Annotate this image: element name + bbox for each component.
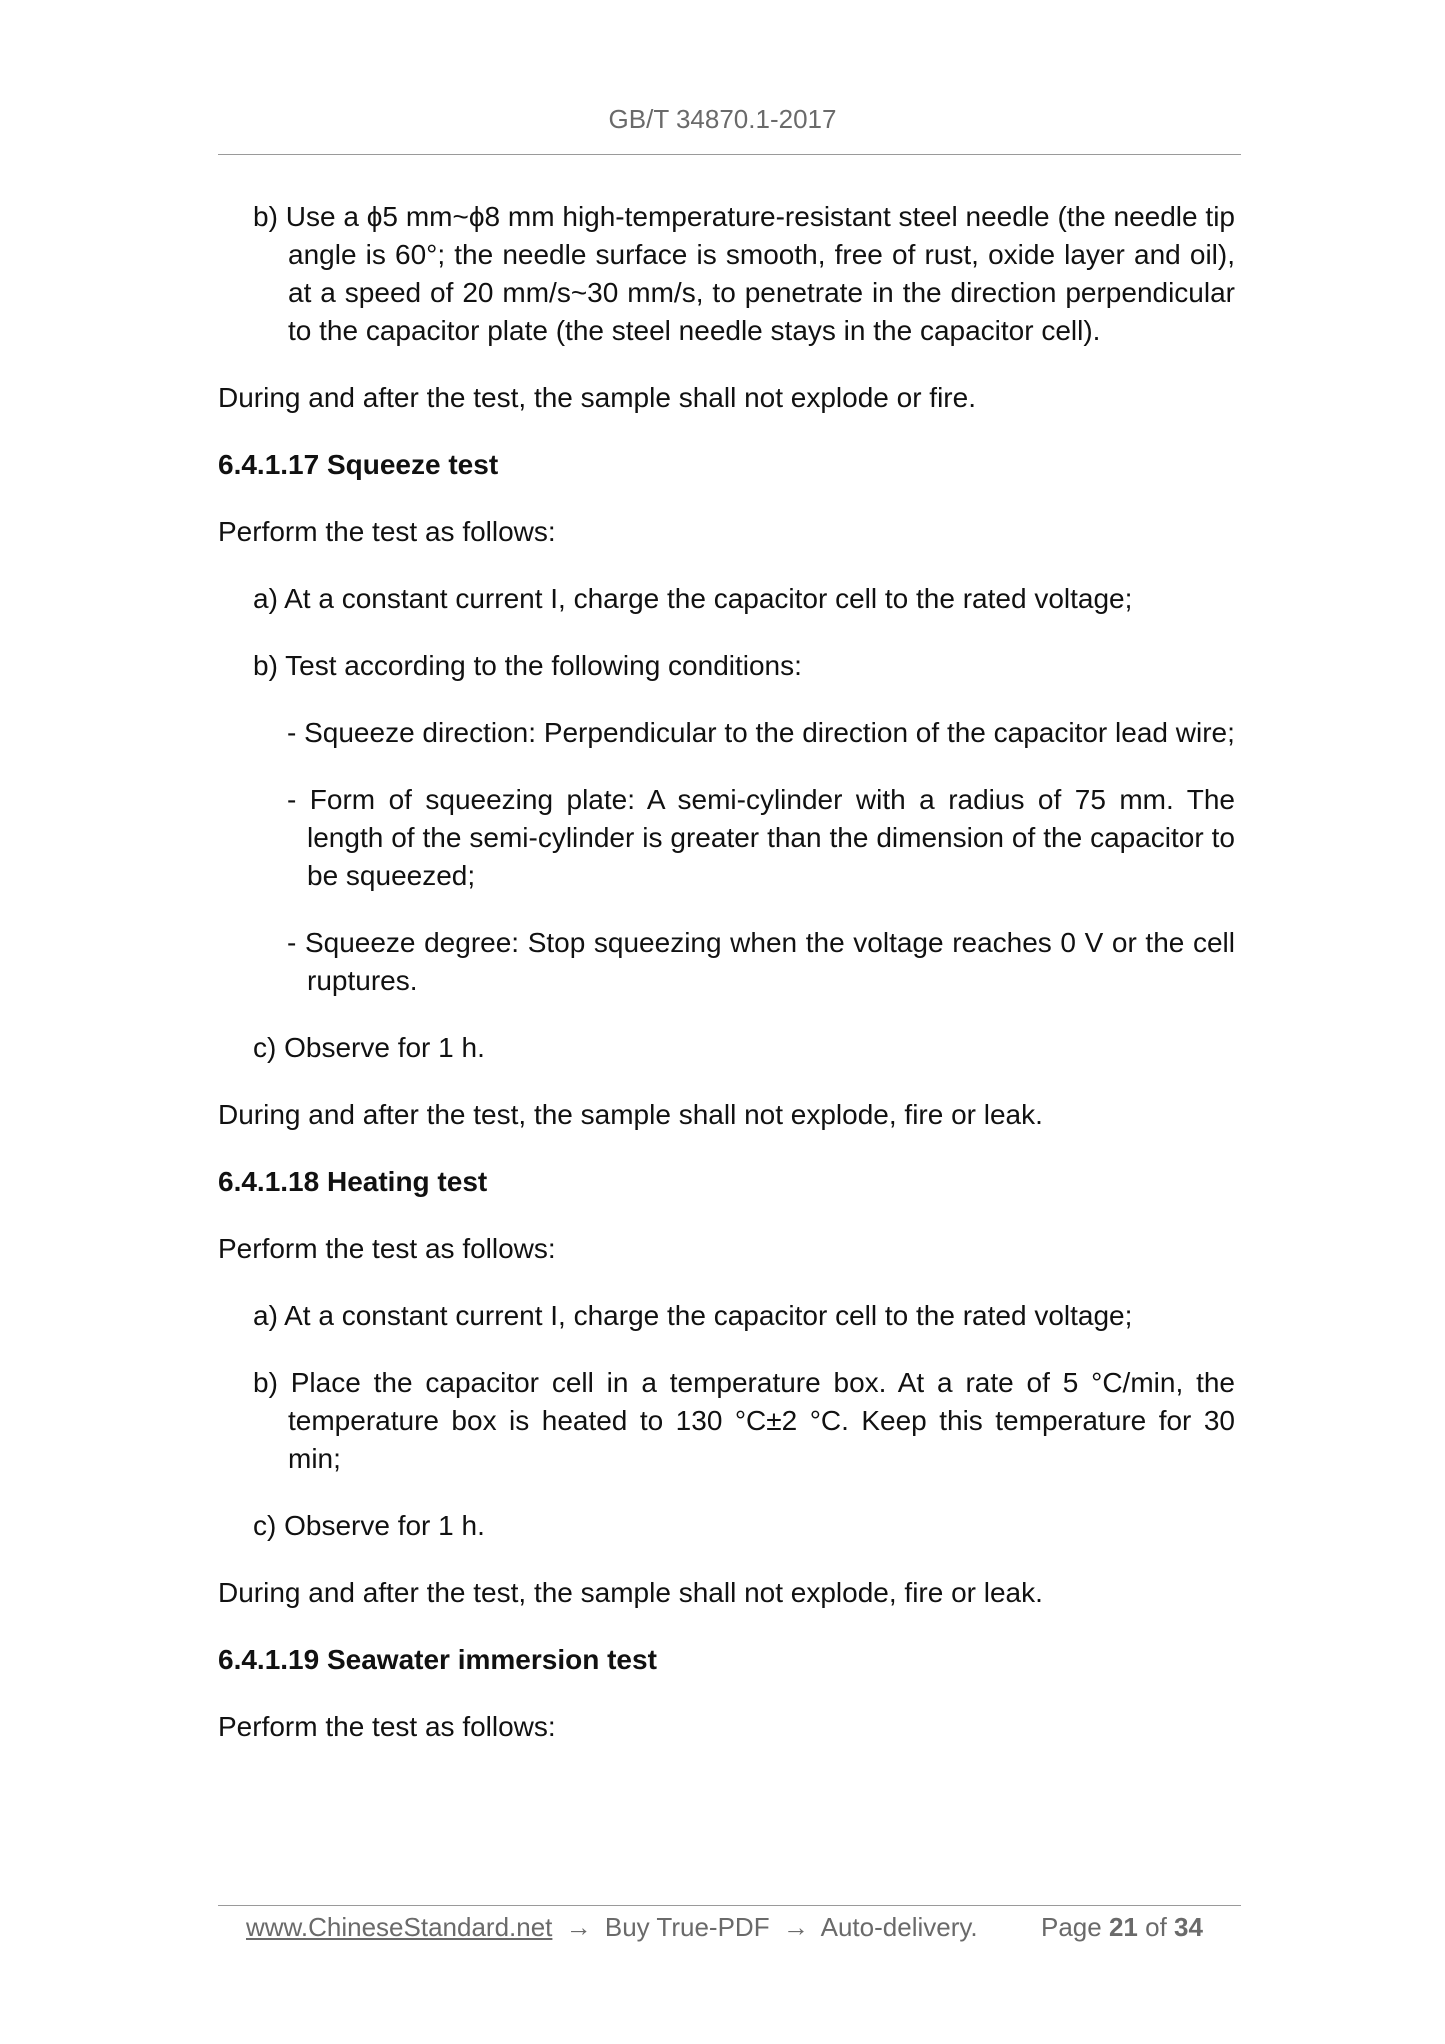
buy-true-pdf-text: Buy True-PDF xyxy=(604,1912,770,1942)
squeeze-test-item-b: b) Test according to the following conditions: xyxy=(253,650,802,681)
heating-test-item-b: b) Place the capacitor cell in a temperature box. At a rate of 5 °C/min, the temperature box is heated to 130 °C±2 °C. Keep this temperature for 30 min; xyxy=(253,1367,1235,1474)
squeeze-test-item-c: c) Observe for 1 h. xyxy=(253,1032,485,1063)
heating-test-intro: Perform the test as follows: xyxy=(218,1233,556,1264)
page-number xyxy=(1041,1912,1203,1943)
squeeze-condition-direction: - Squeeze direction: Perpendicular to the direction of the capacitor lead wire; xyxy=(287,717,1235,748)
needle-test-requirement: During and after the test, the sample shall not explode or fire. xyxy=(218,382,976,413)
squeeze-condition-degree: - Squeeze degree: Stop squeezing when the voltage reaches 0 V or the cell ruptures. xyxy=(287,927,1235,996)
page-body xyxy=(218,198,1235,1775)
arrow-right-icon: → xyxy=(782,1912,809,1942)
arrow-right-icon: → xyxy=(565,1912,592,1942)
squeeze-test-item-a: a) At a constant current I, charge the capacitor cell to the rated voltage; xyxy=(253,583,1133,614)
heating-test-item-c: c) Observe for 1 h. xyxy=(253,1510,485,1541)
heating-test-item-a: a) At a constant current I, charge the capacitor cell to the rated voltage; xyxy=(253,1300,1133,1331)
footer-divider xyxy=(218,1905,1241,1906)
squeeze-condition-plate-form: - Form of squeezing plate: A semi-cylinder with a radius of 75 mm. The length of the semi-cylinder is greater than the dimension of the capacitor to be squeezed; xyxy=(287,784,1235,891)
section-heading-seawater-immersion-test: 6.4.1.19 Seawater immersion test xyxy=(218,1644,657,1675)
total-page-count: 34 xyxy=(1174,1912,1203,1942)
needle-test-item-b: b) Use a ϕ5 mm~ϕ8 mm high-temperature-resistant steel needle (the needle tip angle is 60°; the needle surface is smooth, free of rust, oxide layer and oil), at a speed of 20 mm/s~30 mm/s, to penetrate in the direction perpendicular to the capacitor plate (the steel needle stays in the capacitor cell). xyxy=(253,201,1235,346)
page-label: Page xyxy=(1041,1912,1102,1942)
seawater-test-intro: Perform the test as follows: xyxy=(218,1711,556,1742)
section-heading-heating-test: 6.4.1.18 Heating test xyxy=(218,1166,488,1197)
footer-promo xyxy=(246,1912,978,1943)
auto-delivery-text: Auto-delivery. xyxy=(820,1912,978,1942)
heating-test-requirement: During and after the test, the sample shall not explode, fire or leak. xyxy=(218,1577,1043,1608)
of-label: of xyxy=(1145,1912,1167,1942)
squeeze-test-requirement: During and after the test, the sample shall not explode, fire or leak. xyxy=(218,1099,1043,1130)
section-heading-squeeze-test: 6.4.1.17 Squeeze test xyxy=(218,449,499,480)
header-divider xyxy=(218,154,1241,155)
squeeze-test-intro: Perform the test as follows: xyxy=(218,516,556,547)
document-header-title: GB/T 34870.1-2017 xyxy=(608,104,837,134)
current-page-number: 21 xyxy=(1108,1912,1138,1942)
website-link[interactable]: www.ChineseStandard.net xyxy=(246,1912,553,1942)
